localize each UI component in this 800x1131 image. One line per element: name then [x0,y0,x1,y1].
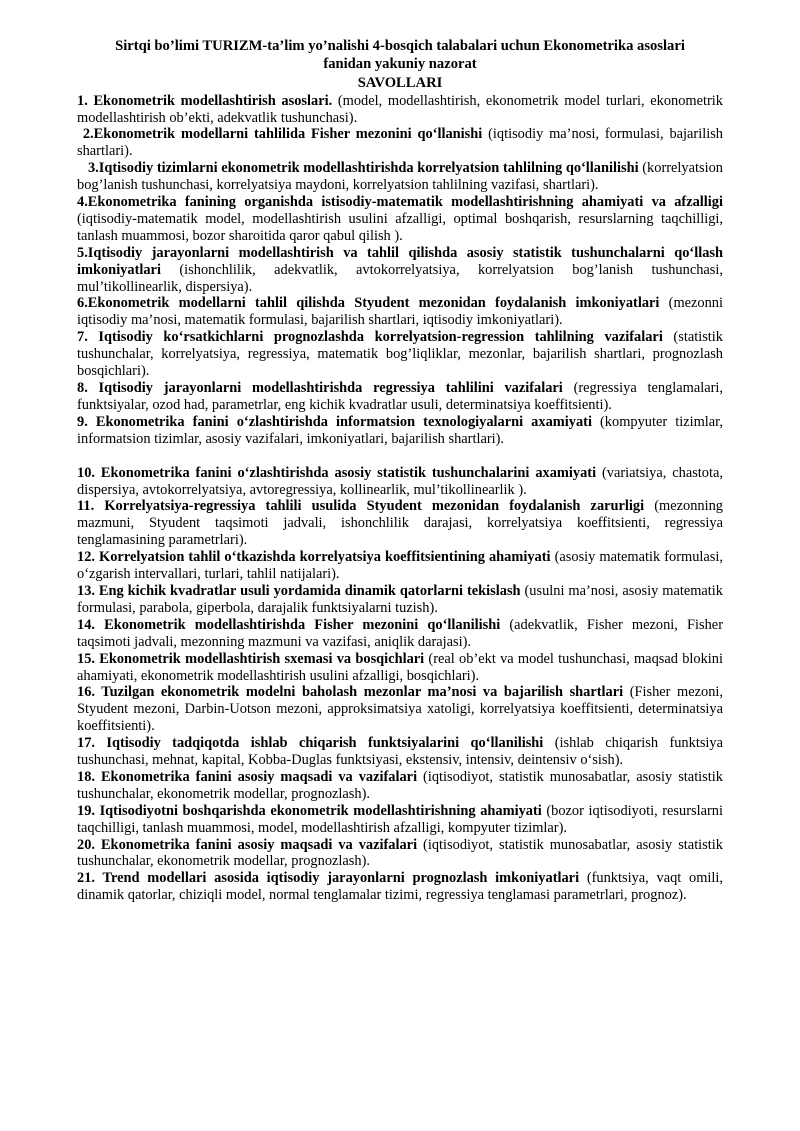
question-heading: 2.Ekonometrik modellarni tahlilida Fisher mezonini qo‘llanishi [77,126,483,143]
question-item [77,126,723,160]
question-details: (regressiya tenglamalari, funktsiyalar, ozod had, parametrlar, eng kichik kvadratlar usuli, determinatsiya koeffitsienti). [77,380,723,413]
question-item [77,465,723,499]
question-item [77,549,723,583]
question-item [77,93,723,127]
question-heading: 19. Iqtisodiyotni boshqarishda ekonometrik modellashtirishning ahamiyati [77,802,542,819]
question-heading: 21. Trend modellari asosida iqtisodiy jarayonlarni prognozlash imkoniyatlari [77,870,580,887]
question-heading: 10. Ekonometrika fanini o‘zlashtirishda asosiy statistik tushunchalarini axamiyati [77,464,597,481]
question-item [77,160,723,194]
question-details: (statistik tushunchalar, korrelyatsiya, regressiya, matematik bog’liqliklar, mezonlar, bajarilish shartlari, prognozlash bosqichlari). [77,329,723,380]
question-details: (mezonning mazmuni, Styudent taqsimoti jadvali, ishonchlilik darajasi, korrelyatsiya koeffitsienti, regressiya tenglamasining parametrlari). [77,498,723,549]
question-details: (iqtisodiyot, statistik munosabatlar, asosiy statistik tushunchalar, ekonometrik modellar, prognozlash). [77,836,723,870]
question-details: (variatsiya, chastota, dispersiya, avtokorrelyatsiya, avtoregressiya, kollinearlik, mul’tikollinearlik ). [77,464,723,498]
question-item [77,380,723,414]
question-details: (adekvatlik, Fisher mezoni, Fisher taqsimoti jadvali, mezonning mazmuni va vazifasi, aniqlik darajasi). [77,616,723,650]
question-item [77,295,723,329]
question-details: (usulni ma’nosi, asosiy matematik formulasi, parabola, giperbola, darajalik funktsiyalarni tuzish). [77,582,723,616]
question-heading: 6.Ekonometrik modellarni tahlil qilishda Styudent mezonidan foydalanish imkoniyatlari [77,295,660,312]
question-heading: 3.Iqtisodiy tizimlarni ekonometrik modellashtirishda korrelyatsion tahlilning qo‘llanilishi [77,160,639,177]
question-item [77,194,723,245]
question-item [77,245,723,296]
question-details: (iqtisodiy ma’nosi, formulasi, bajarilish shartlari). [77,126,723,160]
question-heading: 18. Ekonometrika fanini asosiy maqsadi va vazifalari [77,768,418,785]
question-details: (korrelyatsion bog’lanish tushunchasi, korrelyatsiya maydoni, korrelyatsion tahlilning vazifasi, shartlari). [77,160,723,194]
question-heading: 16. Tuzilgan ekonometrik modelni baholash mezonlar ma’nosi va bajarilish shartlari [77,684,624,701]
question-heading: 11. Korrelyatsiya-regressiya tahlili usulida Styudent mezonidan foydalanish zarurligi [77,498,645,515]
question-item [77,769,723,803]
section-heading: SAVOLLARI [357,75,443,92]
question-heading: 12. Korrelyatsion tahlil o‘tkazishda korrelyatsiya koeffitsientining ahamiyati [77,549,551,566]
question-item [77,583,723,617]
question-list [77,93,723,905]
question-heading: 9. Ekonometrika fanini o‘zlashtirishda informatsion texnologiyalarni axamiyati [77,413,592,430]
question-heading: 5.Iqtisodiy jarayonlarni modellashtirish va tahlil qilishda asosiy statistik tushunchalarni qo‘llash imkoniyatlari [77,244,723,278]
question-details: (bozor iqtisodiyoti, resurslarni taqchilligi, tanlash muammosi, model, modellashtirish afzalligi, kompyuter tizimlar). [77,802,723,836]
question-item [77,414,723,448]
question-item [77,651,723,685]
document-subtitle: fanidan yakuniy nazorat [323,56,477,73]
question-heading: 20. Ekonometrika fanini asosiy maqsadi va vazifalari [77,836,418,853]
question-details: (model, modellashtirish, ekonometrik model turlari, ekonometrik modellashtirish ob’ekti, adekvatlik tushunchasi). [77,92,723,126]
question-details: (real ob’ekt va model tushunchasi, maqsad blokini ahamiyati, ekonometrik modellashtirish usulini afzalligi, bosqichlari). [77,650,723,684]
question-heading: 13. Eng kichik kvadratlar usuli yordamida dinamik qatorlarni tekislash [77,582,521,599]
question-item [77,735,723,769]
question-details: (funktsiya, vaqt omili, dinamik qatorlar, chiziqli model, normal tenglamalar tizimi, regressiya tenglamasi parametrlari, prognoz). [77,870,723,904]
question-details: (kompyuter tizimlar, informatsion tizimlar, asosiy vazifalari, imkoniyatlari, bajarilish shartlari). [77,413,723,447]
question-heading: 8. Iqtisodiy jarayonlarni modellashtirishda regressiya tahlilini vazifalari [77,380,563,397]
question-details: (ishonchlilik, adekvatlik, avtokorrelyatsiya, korrelyatsion bog’lanish tushunchasi, mul’tikollinearlik, dispersiya). [77,261,723,295]
document-title: Sirtqi bo’limi TURIZM-ta’lim yo’nalishi 4-bosqich talabalari uchun Ekonometrika asoslari [115,38,685,54]
question-details: (iqtisodiy-matematik model, modellashtirish usulini afzalligi, optimal boshqarish, resurslarning taqchilligi, tanlash muammosi, bozor sharoitida qaror qabul qilish ). [77,210,723,244]
question-heading: 17. Iqtisodiy tadqiqotda ishlab chiqarish funktsiyalarini qo‘llanilishi [77,735,544,752]
question-details: (Fisher mezoni, Styudent mezoni, Darbin-Uotson mezoni, approksimatsiya xatoligi, korrelyatsiya koeffitsienti, determinatsiya koeffitsienti). [77,684,723,735]
question-item [77,329,723,380]
question-heading: 14. Ekonometrik modellashtirishda Fisher mezonini qo‘llanilishi [77,616,501,633]
question-details: (asosiy matematik formulasi, o‘zgarish intervallari, turlari, tahlil natijalari). [77,549,723,583]
question-item [77,684,723,735]
question-details: (mezonni iqtisodiy ma’nosi, matematik formulasi, bajarilish shartlari, iqtisodiy imkoniyatlari). [77,295,724,329]
question-item [77,617,723,651]
question-details: (ishlab chiqarish funktsiya tushunchasi, mehnat, kapital, Kobba-Duglas funktsiyasi, ekstensiv, intensiv, deintensiv o‘sish). [77,735,723,769]
question-item [77,498,723,549]
question-heading: 4.Ekonometrika fanining organishda istisodiy-matematik modellashtirishning ahamiyati va afzalligi [77,194,723,211]
question-item [77,870,723,904]
question-heading: 1. Ekonometrik modellashtirish asoslari. [77,92,333,109]
question-item [77,803,723,837]
question-item [77,837,723,871]
question-heading: 7. Iqtisodiy ko‘rsatkichlarni prognozlashda korrelyatsion-regression tahlilning vazifalari [77,329,663,346]
question-details: (iqtisodiyot, statistik munosabatlar, asosiy statistik tushunchalar, ekonometrik modellar, prognozlash). [77,768,723,802]
question-heading: 15. Ekonometrik modellashtirish sxemasi va bosqichlari [77,650,425,667]
